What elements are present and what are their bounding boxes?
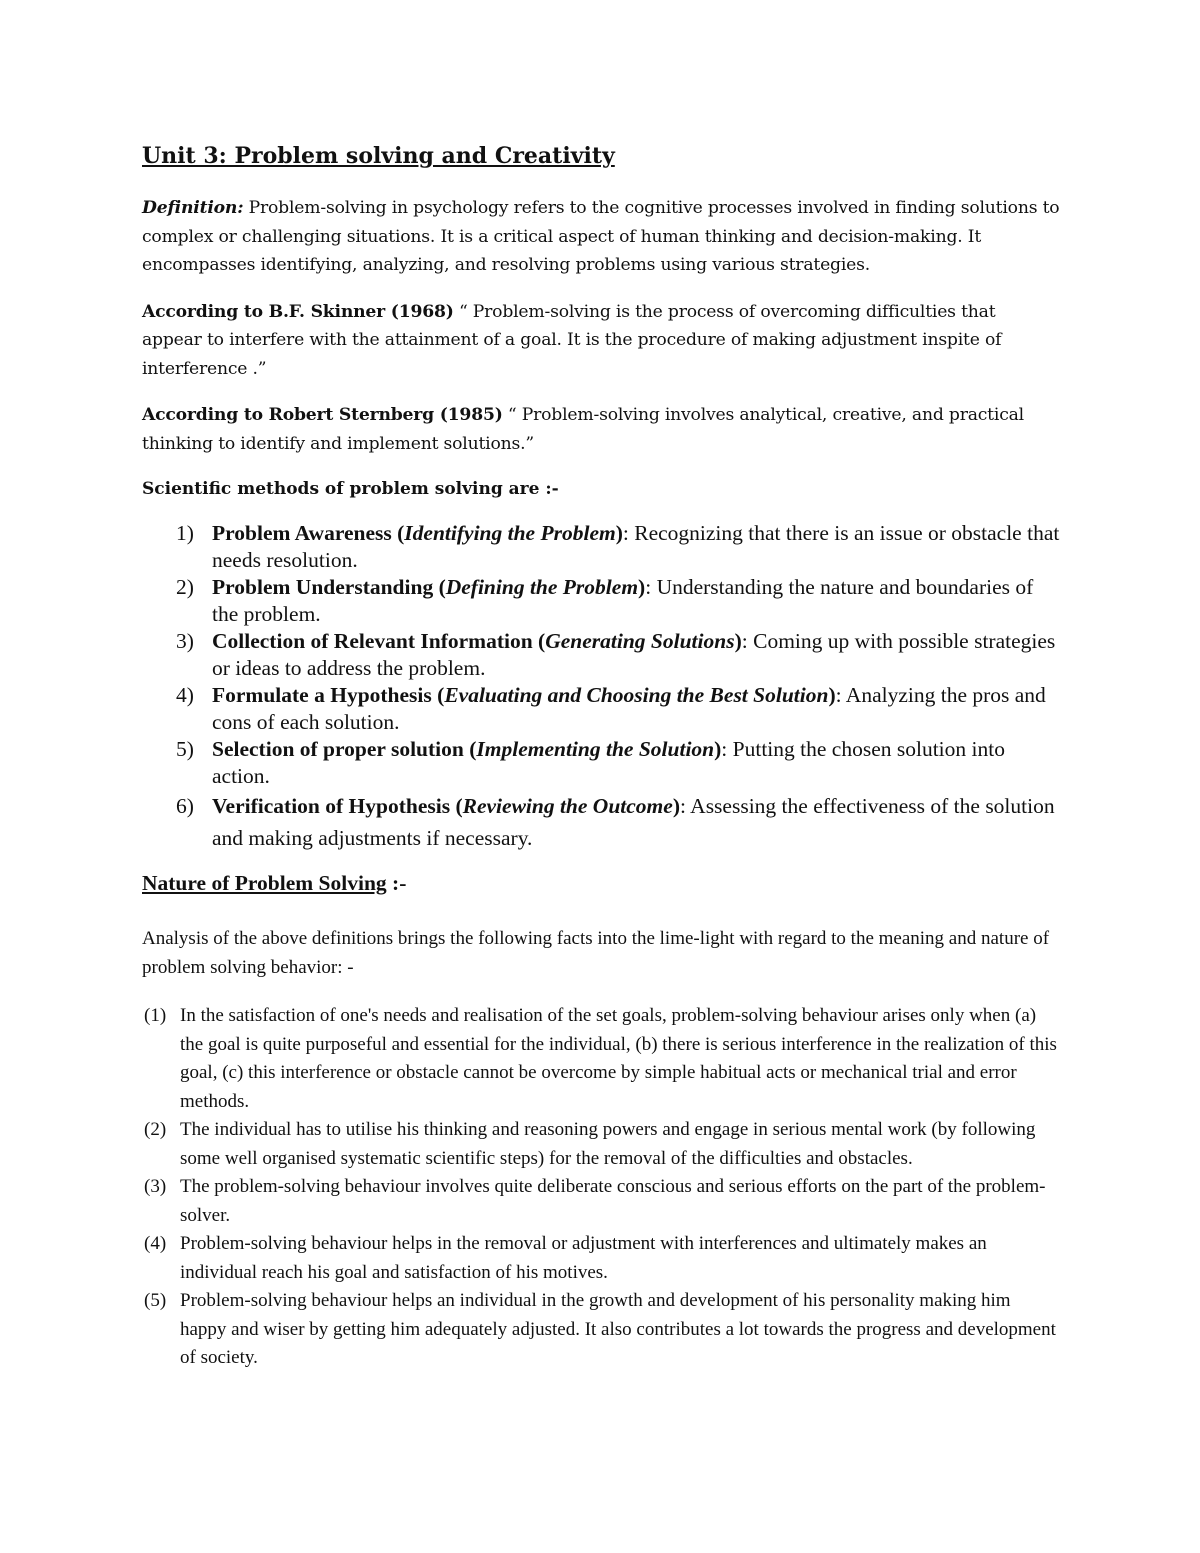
step-description: : Putting the chosen solution into action. (212, 737, 1005, 788)
step-title: Collection of Relevant Information ( (212, 629, 546, 653)
fact-number: (1) (144, 1005, 167, 1026)
step-description: : Assessing the effectiveness of the solution and making adjustments if necessary. (212, 794, 1055, 850)
sternberg-label: According to Robert Sternberg (1985) (142, 405, 503, 425)
step-close: ) (828, 683, 836, 707)
skinner-quote (142, 298, 1060, 384)
sternberg-text: “ Problem-solving involves analytical, creative, and practical thinking to identify and implement solutions.” (142, 405, 1024, 454)
fact-text: Problem-solving behaviour helps in the removal or adjustment with interferences and ultimately makes an individual reach his goal and satisfaction of his motives. (180, 1233, 987, 1283)
step-title: Problem Understanding ( (212, 575, 446, 599)
step-subtitle: Evaluating and Choosing the Best Solution (444, 683, 829, 707)
step-number: 6) (176, 794, 194, 818)
fact-text: The individual has to utilise his thinking and reasoning powers and engage in serious mental work (by following some well organised systematic scientific steps) for the removal of the difficulties and obstacles. (180, 1119, 1036, 1169)
step-subtitle: Reviewing the Outcome (462, 794, 673, 818)
definition-text: Problem-solving in psychology refers to the cognitive processes involved in finding solutions to complex or challenging situations. It is a critical aspect of human thinking and decision-making. It encompasses identifying, analyzing, and resolving problems using various strategies. (142, 198, 1060, 275)
fact-item (142, 1287, 1060, 1373)
step-number: 4) (176, 683, 194, 707)
step-close: ) (672, 794, 680, 818)
step-description: : Coming up with possible strategies or ideas to address the problem. (212, 629, 1056, 680)
fact-number: (5) (144, 1290, 167, 1311)
fact-item (142, 1002, 1060, 1116)
method-step (142, 574, 1060, 628)
fact-text: Problem-solving behaviour helps an individual in the growth and development of his personality making him happy and wiser by getting him adequately adjusted. It also contributes a lot towards the progress and development of society. (180, 1290, 1056, 1368)
fact-text: The problem-solving behaviour involves quite deliberate conscious and serious efforts on the part of the problem-solver. (180, 1176, 1046, 1226)
methods-list (142, 520, 1060, 854)
step-title: Selection of proper solution ( (212, 737, 477, 761)
skinner-text: “ Problem-solving is the process of overcoming difficulties that appear to interfere with the attainment of a goal. It is the procedure of making adjustment inspite of interference .” (142, 301, 1002, 379)
step-number: 1) (176, 521, 194, 545)
step-description: : Analyzing the pros and cons of each solution. (212, 683, 1046, 734)
step-close: ) (615, 521, 623, 545)
step-title: Problem Awareness ( (212, 521, 405, 545)
fact-item (142, 1116, 1060, 1173)
method-step (142, 790, 1060, 854)
unit-title: Unit 3: Problem solving and Creativity (142, 143, 615, 169)
document-page (142, 140, 1060, 1373)
step-number: 2) (176, 575, 194, 599)
fact-item (142, 1173, 1060, 1230)
step-title: Formulate a Hypothesis ( (212, 683, 445, 707)
nature-intro: Analysis of the above definitions brings the following facts into the lime-light with regard to the meaning and nature of problem solving behavior: - (142, 928, 1050, 978)
step-description: : Recognizing that there is an issue or obstacle that needs resolution. (212, 521, 1060, 572)
method-step (142, 682, 1060, 736)
fact-number: (4) (144, 1233, 167, 1254)
fact-number: (2) (144, 1119, 167, 1140)
nature-heading-text: Nature of Problem Solving (142, 871, 387, 895)
sternberg-quote (142, 401, 1060, 458)
methods-heading: Scientific methods of problem solving are :- (142, 479, 559, 499)
fact-item (142, 1230, 1060, 1287)
nature-heading (142, 868, 1060, 898)
skinner-label: According to B.F. Skinner (1968) (142, 301, 454, 322)
step-close: ) (714, 737, 722, 761)
step-title: Verification of Hypothesis ( (212, 794, 463, 818)
step-subtitle: Defining the Problem (445, 575, 639, 599)
fact-text: In the satisfaction of one's needs and realisation of the set goals, problem-solving behaviour arises only when (a) the goal is quite purposeful and essential for the individual, (b) there is serious interference in the realization of this goal, (c) this interference or obstacle cannot be overcome by simple habitual acts or mechanical trial and error methods. (180, 1005, 1057, 1112)
step-number: 3) (176, 629, 194, 653)
step-close: ) (638, 575, 646, 599)
method-step (142, 736, 1060, 790)
step-subtitle: Identifying the Problem (404, 521, 616, 545)
nature-facts-list (142, 1002, 1060, 1373)
step-close: ) (734, 629, 742, 653)
definition-paragraph (142, 194, 1060, 280)
step-subtitle: Generating Solutions (545, 629, 735, 653)
nature-heading-suffix: :- (386, 871, 407, 895)
step-subtitle: Implementing the Solution (476, 737, 715, 761)
definition-label: Definition: (142, 198, 244, 218)
method-step (142, 628, 1060, 682)
fact-number: (3) (144, 1176, 167, 1197)
step-number: 5) (176, 737, 194, 761)
step-description: : Understanding the nature and boundaries of the problem. (212, 575, 1034, 626)
method-step (142, 520, 1060, 574)
